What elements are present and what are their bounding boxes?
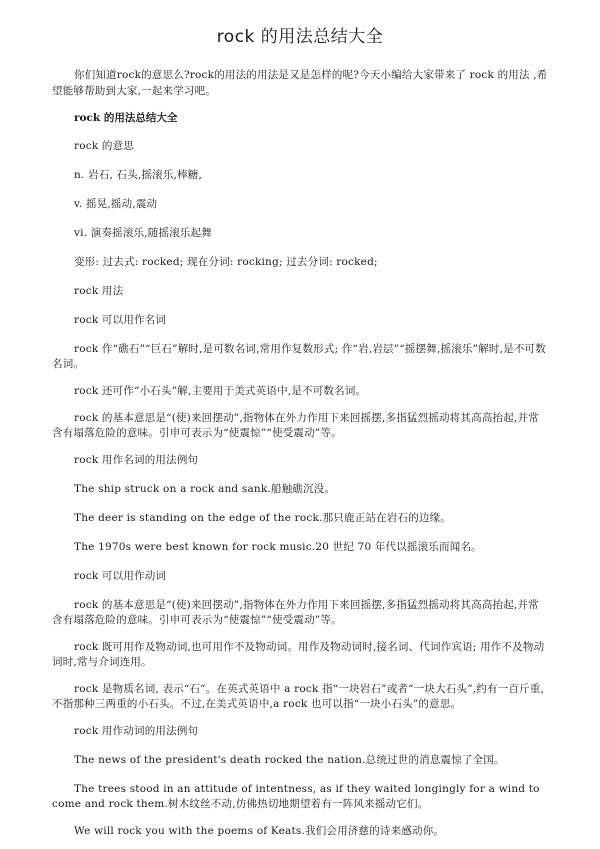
paragraph-small-stone: rock 还可作“小石头”解,主要用于美式英语中,是不可数名词。	[74, 385, 367, 397]
example-sentence: We will rock you with the poems of Keats.我们会用济慈的诗来感动你。	[74, 825, 445, 837]
paragraph-transitivity: rock 既可用作及物动词,也可用作不及物动词。用作及物动词时,接名词、代词作宾语; 用作不及物动词时,常与介词连用。	[52, 641, 545, 668]
paragraph-vi-meaning: vi. 演奏摇滚乐,随摇滚乐起舞	[74, 227, 213, 239]
example-sentence: The 1970s were best known for rock music.20 世纪 70 年代以摇滚乐而闻名。	[74, 541, 482, 553]
section-heading: rock 的用法总结大全	[74, 112, 178, 124]
paragraph-basic-meaning: rock 的基本意思是“(使)来回摆动”,指物体在外力作用下来回摇摆,多指猛烈摇动将其高高抬起,并常含有塌落危险的意味。引申可表示为“使震惊”“使受震动”等。	[52, 412, 539, 439]
example-sentence: The news of the president's death rocked the nation.总统过世的消息震惊了全国。	[74, 754, 505, 766]
example-sentence: The ship struck on a rock and sank.船触礁沉没。	[74, 483, 336, 495]
paragraph-noun-examples-heading: rock 用作名词的用法例句	[74, 454, 199, 466]
paragraph-noun-usage: rock 可以用作名词	[74, 314, 167, 326]
paragraph-verb-usage: rock 可以用作动词	[74, 570, 167, 582]
example-sentence: The deer is standing on the edge of the rock.那只鹿正站在岩石的边缘。	[74, 512, 452, 524]
paragraph-verb-basic-meaning: rock 的基本意思是“(使)来回摆动”,指物体在外力作用下来回摇摆,多指猛烈摇动将其高高抬起,并常含有塌落危险的意味。引申可表示为“使震惊”“使受震动”等。	[52, 599, 539, 626]
paragraph-noun-meaning: n. 岩石, 石头,摇滚乐,棒糖,	[74, 169, 203, 181]
paragraph-rock-meaning: rock 的意思	[74, 140, 135, 152]
document-title: rock 的用法总结大全	[216, 27, 384, 47]
paragraph-inflections: 变形: 过去式: rocked; 现在分词: rocking; 过去分词: rocked;	[74, 256, 378, 268]
paragraph-material-noun: rock 是物质名词, 表示“石”。在英式英语中 a rock 指“一块岩石”或者“一块大石头”,约有一百斤重,不指那种三两重的小石头。不过,在美式英语中,a rock 也可以指“一块小石头”的意思。	[52, 683, 545, 710]
paragraph-noun-explanation: rock 作“礁石”“巨石”解时,是可数名词,常用作复数形式; 作“岩,岩层”“摇摆舞,摇滚乐”解时,是不可数名词。	[52, 343, 546, 370]
paragraph-usage-heading: rock 用法	[74, 285, 124, 297]
intro-paragraph: 你们知道rock的意思么?rock的用法的用法是又是怎样的呢?今天小编给大家带来了 rock 的用法 ,希望能够帮助到大家,一起来学习吧。	[52, 69, 548, 97]
paragraph-verb-meaning: v. 摇晃,摇动,震动	[74, 198, 158, 210]
paragraph-verb-examples-heading: rock 用作动词的用法例句	[74, 725, 199, 737]
example-sentence: The trees stood in an attitude of intentness, as if they waited longingly for a wind to come and rock them.树木纹丝不动,仿佛热切地期望着有一阵风来摇动它们。	[52, 783, 544, 810]
